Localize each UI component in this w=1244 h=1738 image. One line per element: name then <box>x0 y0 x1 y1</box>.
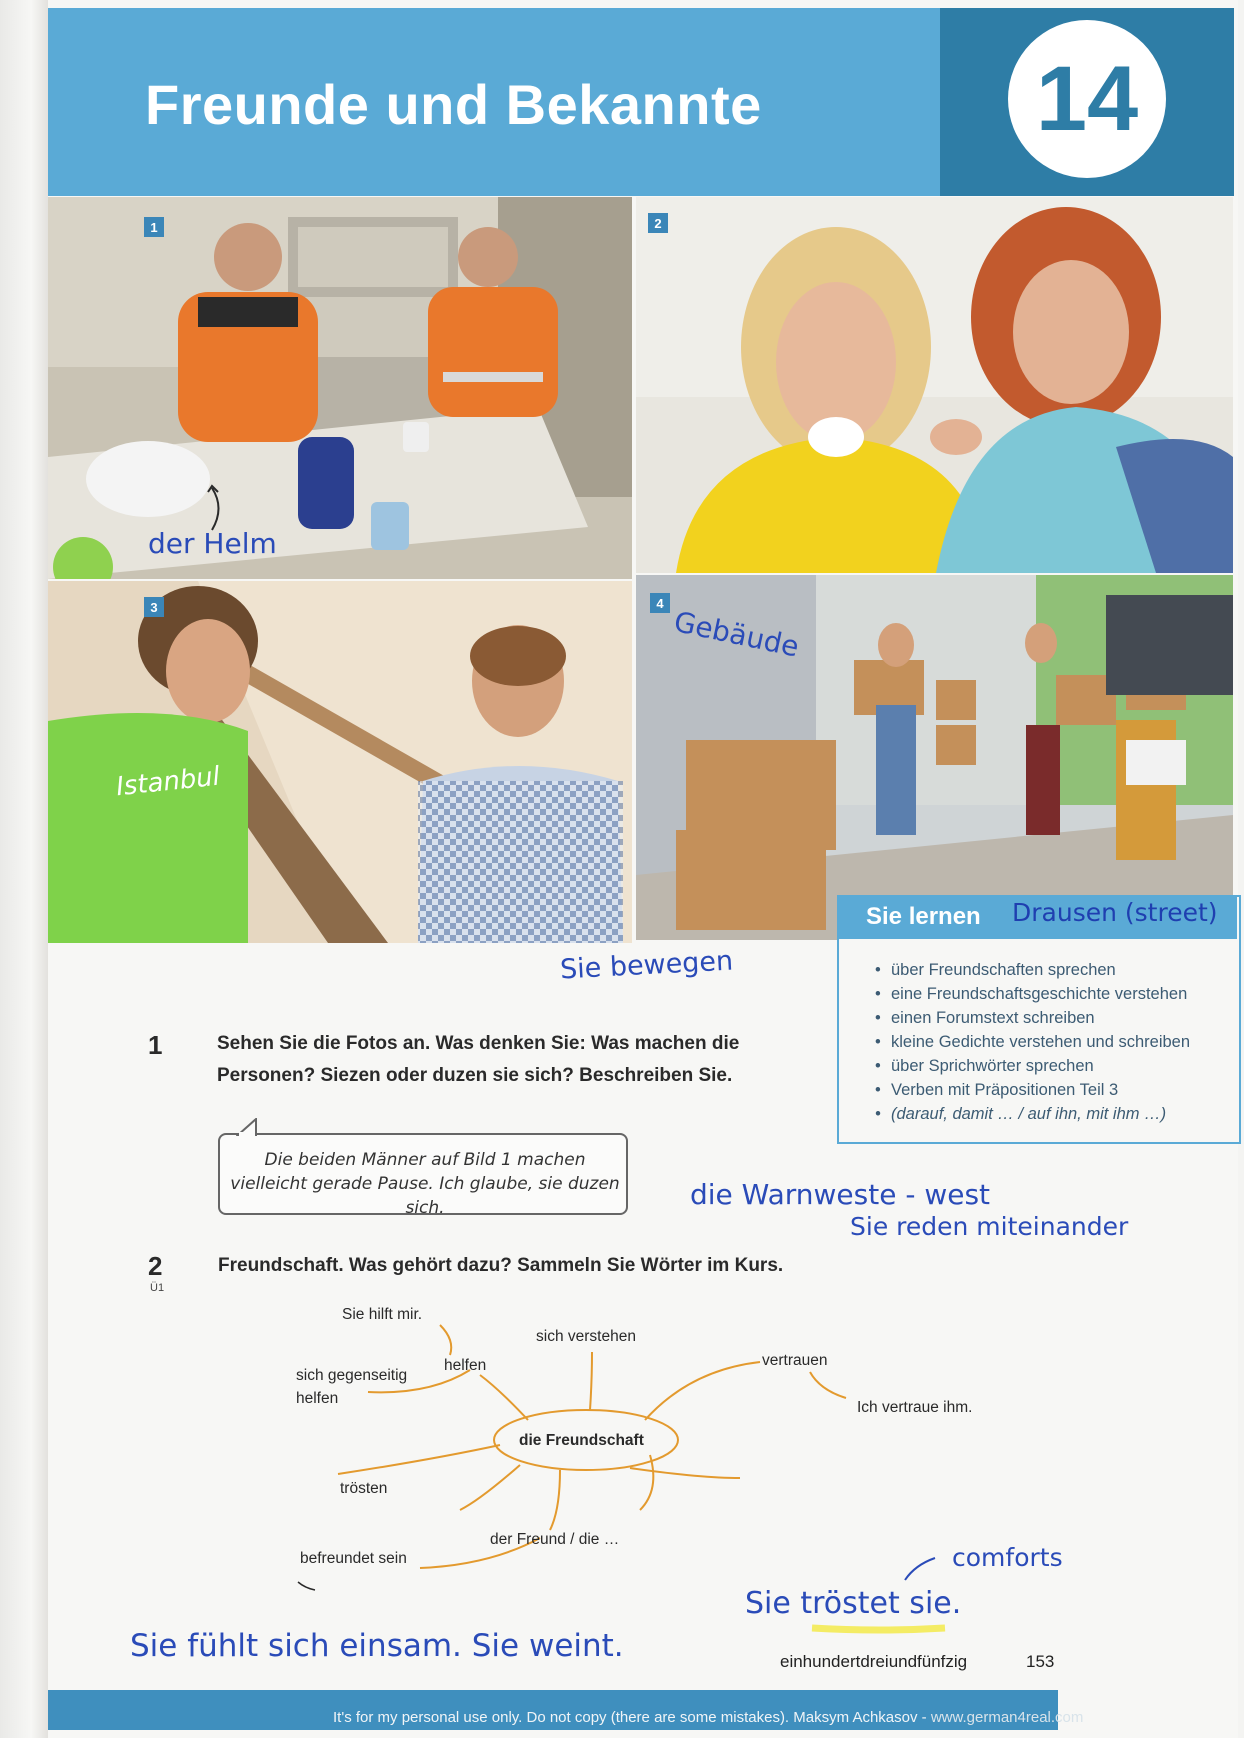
mindmap-sie-hilft: Sie hilft mir. <box>342 1306 423 1323</box>
drausen-note: Drausen (street) <box>1012 898 1218 927</box>
learning-goal-item: • über Freundschaften sprechen <box>875 958 1190 982</box>
mindmap-ich-vertraue: Ich vertraue ihm. <box>857 1399 973 1416</box>
learning-goals-title: Sie lernen <box>866 903 981 930</box>
photo-1-annotation: der Helm <box>148 527 277 560</box>
chapter-title: Freunde und Bekannte <box>145 73 762 136</box>
note-warnweste: die Warnweste - west <box>690 1178 991 1211</box>
speech-bubble-text: Die beiden Männer auf Bild 1 machen vielleicht gerade Pause. Ich glaube, sie duzen sich. <box>230 1150 620 1218</box>
photo-2-number: 2 <box>648 213 668 233</box>
mindmap-der-freund: der Freund / die … <box>490 1531 620 1548</box>
photo-3-number: 3 <box>144 597 164 617</box>
photo-4-annotation: Gebäude <box>671 605 802 664</box>
exercise-2-instruction: Freundschaft. Was gehört dazu? Sammeln Sie Wörter im Kurs. <box>218 1255 784 1276</box>
exercise-2-workbook-ref: Ü1 <box>150 1282 165 1294</box>
note-comforts: comforts <box>952 1543 1063 1572</box>
note-sie-troestet: Sie tröstet sie. <box>745 1586 962 1621</box>
learning-goal-item: • Verben mit Präpositionen Teil 3 <box>875 1078 1190 1102</box>
photo-4-number: 4 <box>650 593 670 613</box>
mindmap-gegenseitig: sich gegenseitig helfen <box>296 1367 408 1407</box>
mindmap-troesten: trösten <box>340 1480 388 1497</box>
learning-goal-item: • eine Freundschaftsgeschichte verstehen <box>875 982 1190 1006</box>
note-sie-bewegen: Sie bewegen <box>559 945 734 986</box>
mindmap-vertrauen: vertrauen <box>762 1352 828 1369</box>
page-number: 153 <box>1026 1652 1055 1671</box>
exercise-1-number: 1 <box>148 1030 163 1060</box>
learning-goal-item: • kleine Gedichte verstehen und schreiben <box>875 1030 1190 1054</box>
shirt-text: Istanbul <box>114 761 222 803</box>
photo-1-number: 1 <box>144 217 164 237</box>
exercise-2-number: 2 <box>148 1251 163 1281</box>
watermark-text: It's for my personal use only. Do not copy (there are some mistakes). Maksym Achkasov - <box>333 1709 927 1726</box>
learning-goal-item: • (darauf, damit … / auf ihn, mit ihm …) <box>875 1102 1190 1126</box>
exercise-1-instruction: Sehen Sie die Fotos an. Was denken Sie: Was machen die Personen? Siezen oder duzen sie sich? Beschreiben Sie. <box>217 1033 740 1086</box>
mindmap-center: die Freundschaft <box>519 1432 644 1449</box>
learning-goal-item: • einen Forumstext schreiben <box>875 1006 1190 1030</box>
mindmap-helfen: helfen <box>444 1357 487 1374</box>
note-sie-fuehlt: Sie fühlt sich einsam. Sie weint. <box>130 1628 624 1664</box>
mindmap-befreundet: befreundet sein <box>300 1550 407 1567</box>
chapter-number-badge: 14 <box>1008 20 1166 178</box>
watermark <box>333 1709 1083 1726</box>
note-sie-reden: Sie reden miteinander <box>850 1212 1129 1241</box>
page-number-word: einhundertdreiundfünfzig <box>780 1652 968 1671</box>
mindmap-sich-verstehen: sich verstehen <box>536 1328 636 1345</box>
watermark-url: www.german4real.com <box>930 1709 1084 1726</box>
learning-goal-item: • über Sprichwörter sprechen <box>875 1054 1190 1078</box>
